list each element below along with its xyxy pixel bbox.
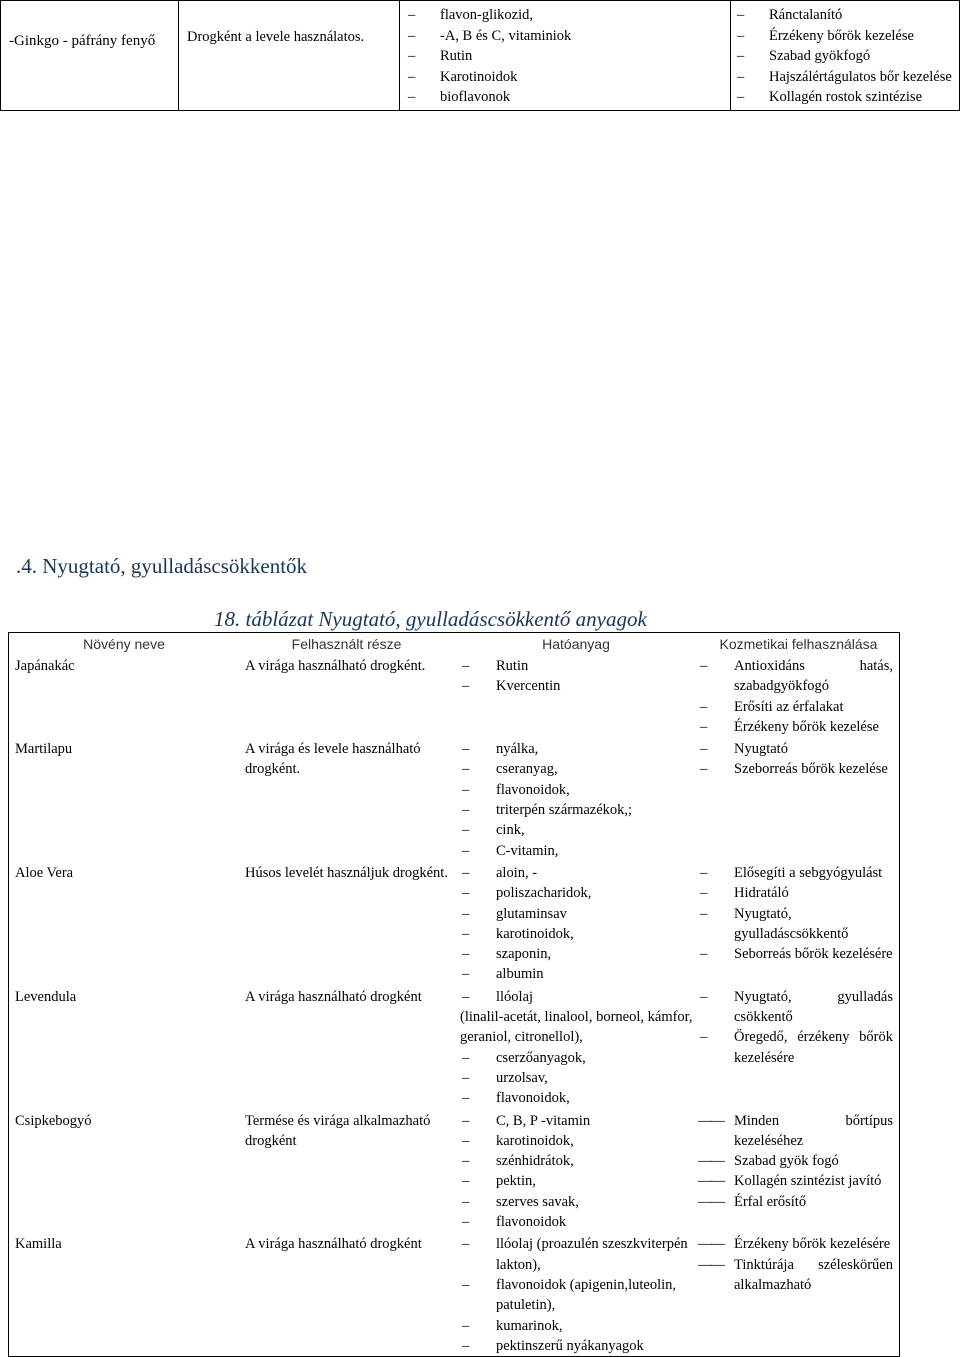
list-item: ‒ pektin, bbox=[460, 1171, 696, 1191]
use-list bbox=[698, 1234, 893, 1295]
list-item: —— Tinktúrája széleskörűen alkalmazható bbox=[698, 1255, 893, 1296]
list-item: ‒ urzolsav, bbox=[460, 1068, 696, 1088]
header-cosmetic-use: Kozmetikai felhasználása bbox=[719, 636, 878, 652]
header-plant-name: Növény neve bbox=[83, 636, 165, 652]
list-item: ‒ albumin bbox=[460, 964, 696, 984]
list-item: ‒ flavonoidok bbox=[460, 1212, 696, 1232]
plant-part: A virága használható drogként bbox=[245, 988, 422, 1005]
plant-name: Levendula bbox=[15, 988, 77, 1005]
table-row bbox=[9, 1232, 900, 1356]
list-item: ‒ Rutin bbox=[406, 46, 728, 67]
list-item: ‒ C, B, P -vitamin bbox=[460, 1111, 696, 1131]
ingredient-list bbox=[460, 1234, 696, 1356]
use-list bbox=[698, 739, 893, 780]
plant-part: Húsos levelét használjuk drogként. bbox=[245, 864, 448, 881]
list-item: ‒ -A, B és C, vitaminiok bbox=[406, 26, 728, 47]
header-row bbox=[9, 633, 900, 655]
list-item: ‒ bioflavonok bbox=[406, 87, 728, 108]
list-item: ‒ Érzékeny bőrök kezelése bbox=[698, 717, 893, 737]
list-item: ‒ Rutin bbox=[460, 656, 696, 676]
ingredient-list bbox=[460, 739, 696, 861]
plant-part-cell bbox=[179, 1, 400, 111]
list-item: ‒ poliszacharidok, bbox=[460, 883, 696, 903]
table-row bbox=[9, 1109, 900, 1233]
ingredient-list bbox=[406, 5, 728, 108]
list-item: ‒ triterpén származékok,; bbox=[460, 800, 696, 820]
ingredient-list bbox=[460, 863, 696, 985]
list-item: ‒ Hajszálértágulatos bőr kezelése bbox=[735, 67, 957, 88]
list-item: ‒ Nyugtató, gyulladás csökkentő bbox=[698, 987, 893, 1028]
plant-part: Termése és virága alkalmazható drogként bbox=[245, 1112, 431, 1149]
list-item: —— Minden bőrtípus kezeléséhez bbox=[698, 1111, 893, 1152]
uses-cell bbox=[698, 1109, 900, 1233]
plant-name: Japánakác bbox=[15, 658, 75, 674]
list-item: ‒ pektinszerű nyákanyagok bbox=[460, 1336, 696, 1356]
use-list bbox=[698, 1111, 893, 1212]
list-item: ‒ Elősegíti a sebgyógyulást bbox=[698, 863, 893, 883]
table-row bbox=[9, 654, 900, 737]
list-item: ‒ llóolaj (proazulén szeszkviterpén lakton), bbox=[460, 1234, 696, 1275]
list-item: ‒ cseranyag, bbox=[460, 759, 696, 779]
list-item: ‒ Szeborreás bőrök kezelése bbox=[698, 759, 893, 779]
use-list bbox=[698, 656, 893, 737]
uses-cell bbox=[698, 985, 900, 1109]
list-item: ‒ cink, bbox=[460, 820, 696, 840]
ingredient-list bbox=[460, 987, 696, 1007]
list-item: ‒ aloin, - bbox=[460, 863, 696, 883]
list-item: ‒ Hidratáló bbox=[698, 883, 893, 903]
uses-cell bbox=[698, 737, 900, 861]
list-item: ‒ Seborreás bőrök kezelésére bbox=[698, 944, 893, 964]
plant-part: A virága és levele használható drogként. bbox=[245, 741, 421, 778]
list-item: ‒ Ránctalanító bbox=[735, 5, 957, 26]
list-item: ‒ karotinoidok, bbox=[460, 924, 696, 944]
plant-name: Kamilla bbox=[15, 1236, 62, 1253]
section-heading: .4. Nyugtató, gyulladáscsökkentők bbox=[16, 554, 308, 578]
table-row bbox=[9, 985, 900, 1109]
list-item: ‒ karotinoidok, bbox=[460, 1131, 696, 1151]
list-item: ‒ Érzékeny bőrök kezelése bbox=[735, 26, 957, 47]
list-item: ‒ cserzőanyagok, bbox=[460, 1048, 696, 1068]
use-list bbox=[698, 863, 893, 964]
table-row bbox=[1, 1, 960, 111]
table-row bbox=[9, 861, 900, 985]
list-item: ‒ Antioxidáns hatás, szabadgyökfogó bbox=[698, 656, 893, 697]
use-list bbox=[735, 5, 957, 108]
header-ingredient: Hatóanyag bbox=[542, 636, 610, 652]
plant-part: A virága használható drogként. bbox=[245, 658, 426, 674]
list-item: ‒ llóolaj bbox=[460, 987, 696, 1007]
list-item: ‒ Erősíti az érfalakat bbox=[698, 697, 893, 717]
ingredients-cell bbox=[454, 985, 698, 1109]
ingredients-cell bbox=[454, 1109, 698, 1233]
list-item: —— Kollagén szintézist javító bbox=[698, 1171, 893, 1191]
plant-name: Martilapu bbox=[15, 741, 73, 758]
list-item: ‒ C-vitamin, bbox=[460, 841, 696, 861]
plant-name: Csipkebogyó bbox=[15, 1112, 92, 1129]
table-row bbox=[9, 737, 900, 861]
uses-cell bbox=[731, 1, 960, 111]
ingredients-cell bbox=[454, 737, 698, 861]
plant-name-cell bbox=[1, 1, 179, 111]
plant-part: Drogként a levele használatos. bbox=[187, 29, 365, 45]
plant-part: A virága használható drogként bbox=[245, 1236, 422, 1253]
ingredients-cell bbox=[454, 1232, 698, 1356]
header-plant-part: Felhasznált része bbox=[291, 636, 402, 652]
list-item: ‒ szaponin, bbox=[460, 944, 696, 964]
list-item: ‒ flavonoidok, bbox=[460, 1088, 696, 1108]
soothing-agents-table bbox=[8, 632, 900, 1357]
ingredients-cell bbox=[454, 654, 698, 737]
ingredient-list bbox=[460, 1111, 696, 1233]
list-item: ‒ glutaminsav bbox=[460, 904, 696, 924]
list-item: ‒ szerves savak, bbox=[460, 1192, 696, 1212]
ingredients-cell bbox=[400, 1, 731, 111]
ingredients-cell bbox=[454, 861, 698, 985]
table-caption: 18. táblázat Nyugtató, gyulladáscsökkentő anyagok bbox=[214, 607, 647, 631]
list-item: —— Érzékeny bőrök kezelésére bbox=[698, 1234, 893, 1254]
uses-cell bbox=[698, 654, 900, 737]
uses-cell bbox=[698, 861, 900, 985]
list-item: ‒ Karotinoidok bbox=[406, 67, 728, 88]
list-item: ‒ Nyugtató bbox=[698, 739, 893, 759]
list-item: ‒ Nyugtató, gyulladáscsökkentő bbox=[698, 904, 893, 945]
list-item: ‒ kumarinok, bbox=[460, 1316, 696, 1336]
list-item: ‒ flavonoidok, bbox=[460, 780, 696, 800]
use-list bbox=[698, 987, 893, 1068]
ingredient-detail: (linalil-acetát, linalool, borneol, kámfor, geraniol, citronellol), bbox=[460, 1009, 693, 1046]
list-item: ‒ Öregedő, érzékeny bőrök kezelésére bbox=[698, 1027, 893, 1068]
uses-cell bbox=[698, 1232, 900, 1356]
plant-name: Aloe Vera bbox=[15, 864, 74, 881]
ingredient-list bbox=[460, 656, 696, 697]
list-item: ‒ flavonoidok (apigenin,luteolin, patuletin), bbox=[460, 1275, 696, 1316]
list-item: —— Érfal erősítő bbox=[698, 1192, 893, 1212]
list-item: ‒ flavon-glikozid, bbox=[406, 5, 728, 26]
list-item: ‒ Kollagén rostok szintézise bbox=[735, 87, 957, 108]
ingredient-list bbox=[460, 1048, 696, 1109]
plant-name: -Ginkgo - páfrány fenyő bbox=[9, 33, 156, 49]
list-item: ‒ Kvercentin bbox=[460, 676, 696, 696]
list-item: ‒ nyálka, bbox=[460, 739, 696, 759]
list-item: ‒ szénhidrátok, bbox=[460, 1151, 696, 1171]
ginkgo-table bbox=[0, 0, 960, 111]
list-item: ‒ Szabad gyökfogó bbox=[735, 46, 957, 67]
list-item: —— Szabad gyök fogó bbox=[698, 1151, 893, 1171]
